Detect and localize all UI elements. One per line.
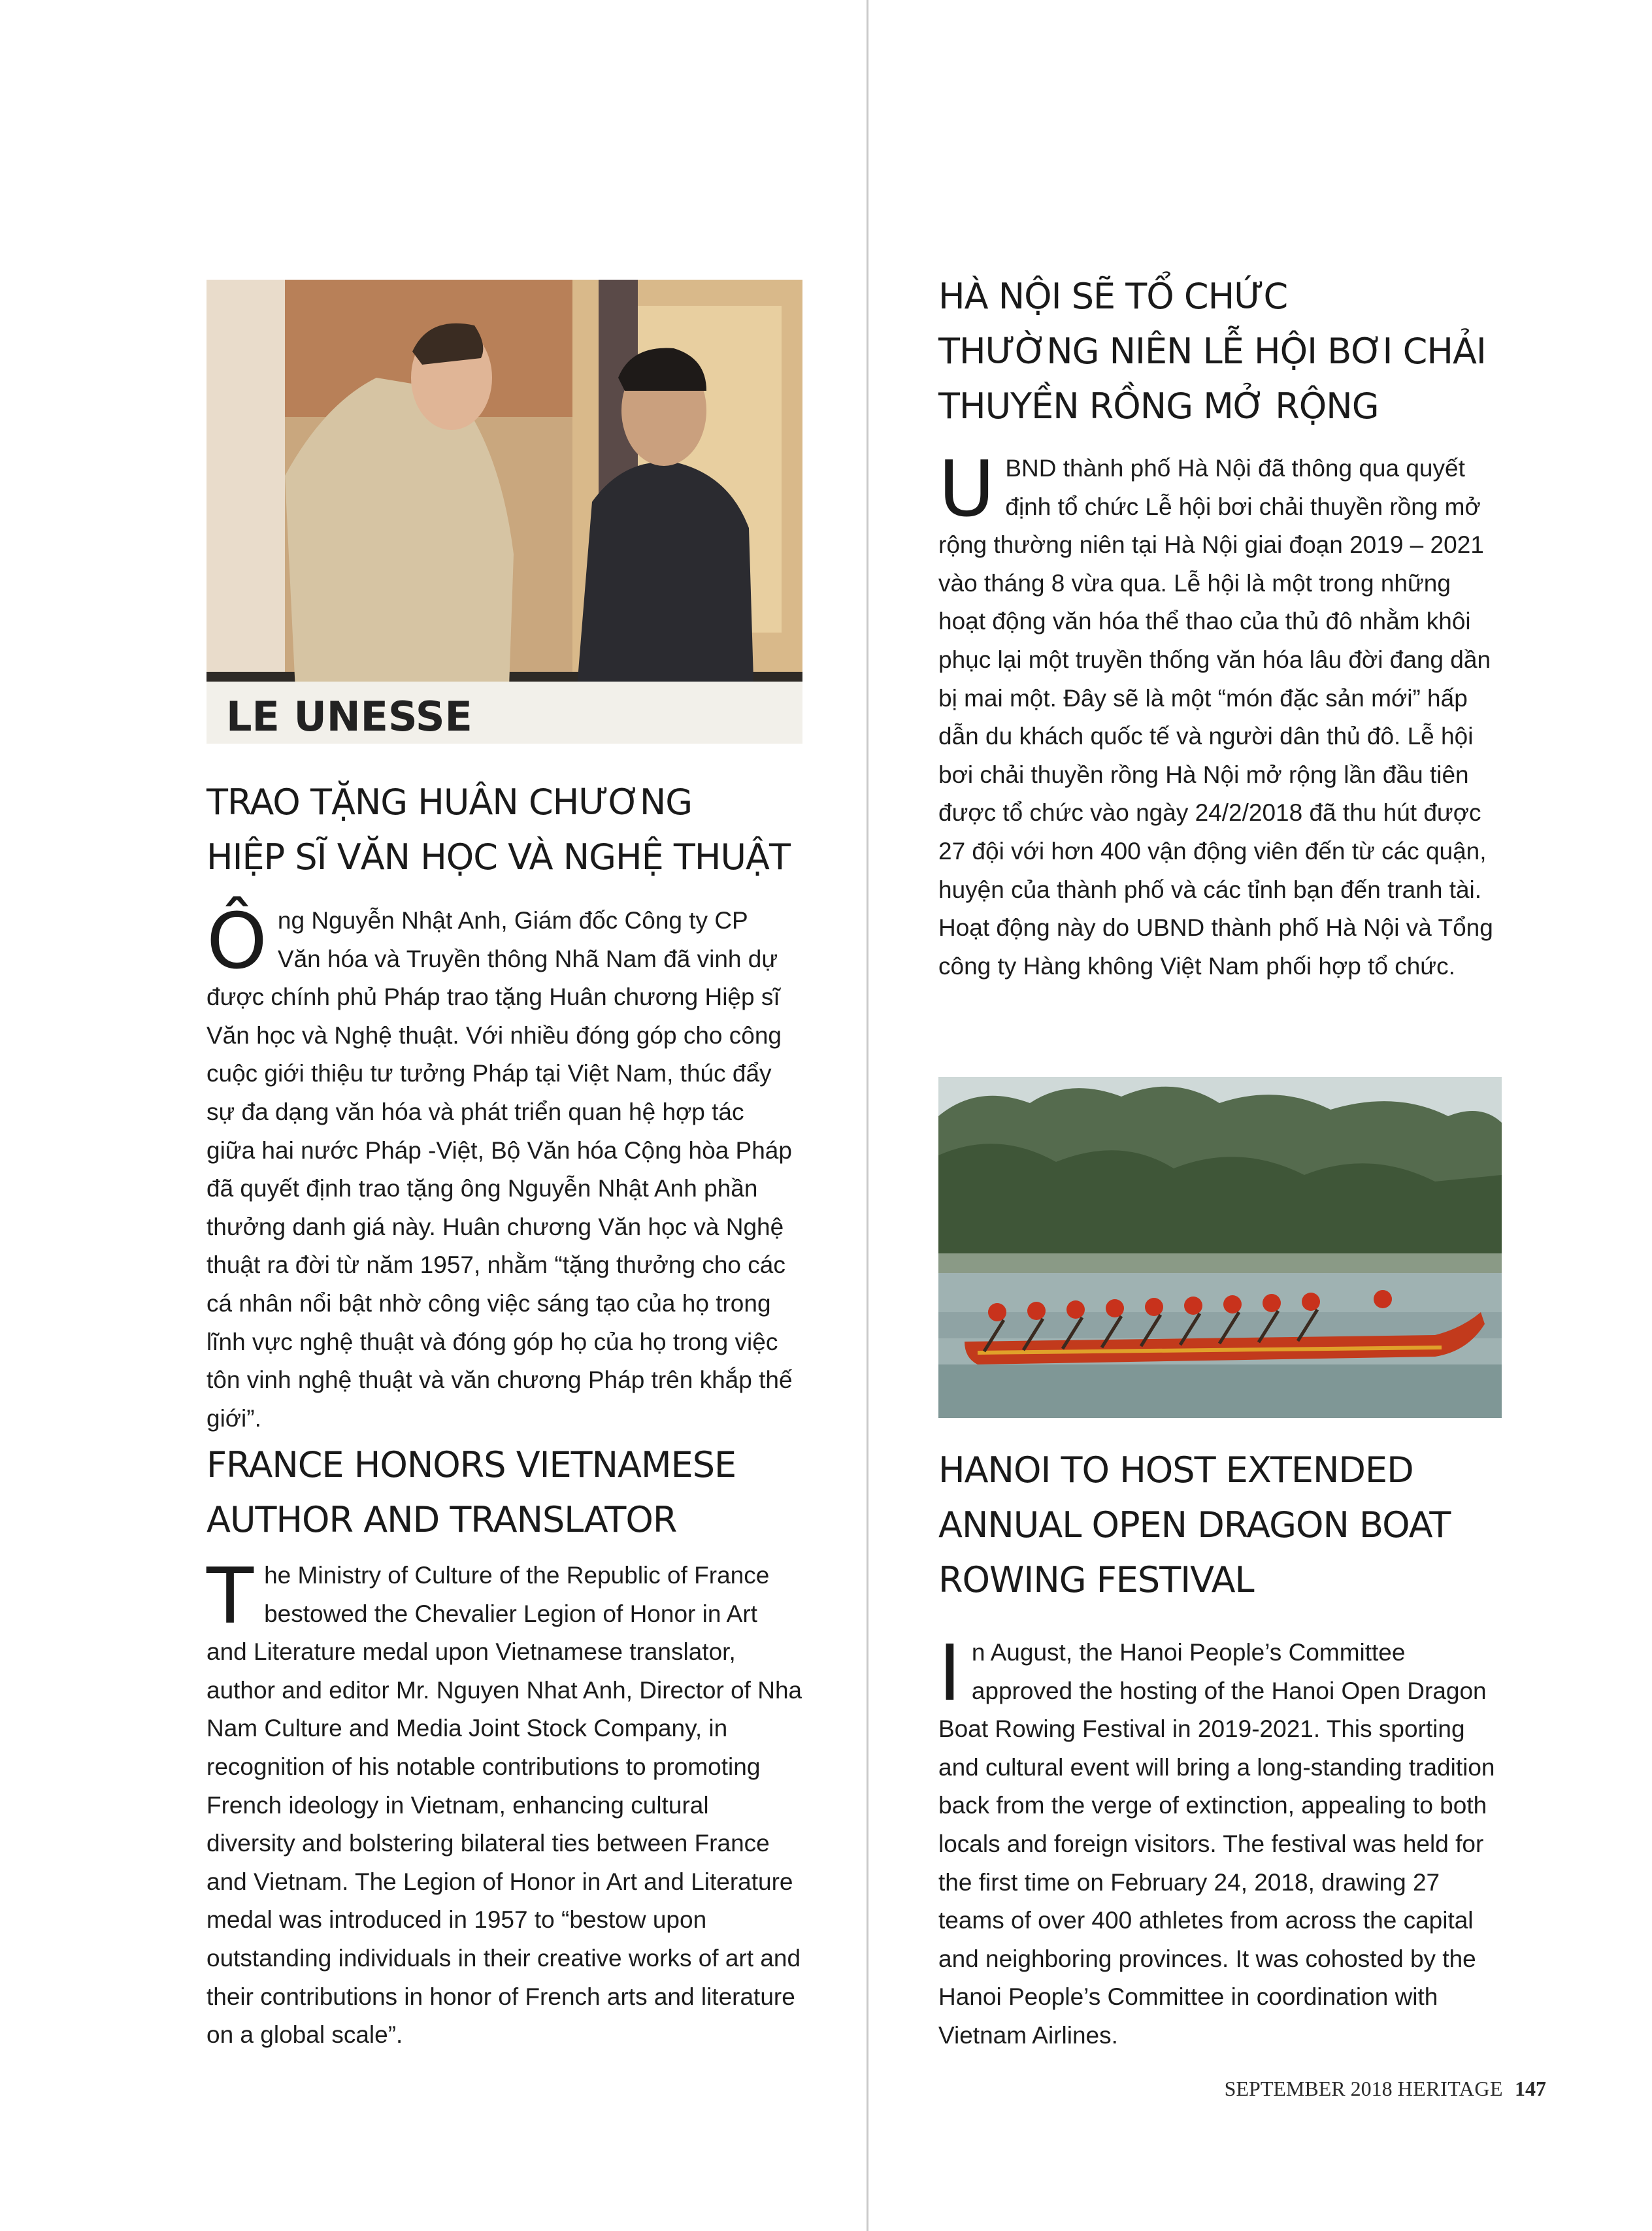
footer-year: 2018: [1350, 2077, 1393, 2100]
footer-month: SEPTEMBER: [1224, 2077, 1346, 2100]
vn-body-text: ng Nguyễn Nhật Anh, Giám đốc Công ty CP Văn hóa và Truyền thông Nhã Nam đã vinh dự được chính phủ Pháp trao tặng Huân chương Hiệp sĩ Văn học và Nghệ thuật. Với nhiều đóng góp cho công cuộc giới thiệu tư tưởng Pháp tại Việt Nam, thúc đẩy sự đa dạng văn hóa và phát triển quan hệ hợp tác giữa hai nước Pháp -Việt, Bộ Văn hóa Cộng hòa Pháp đã quyết định trao tặng ông Nguyễn Nhật Anh phần thưởng danh giá này. Huân chương Văn học và Nghệ thuật ra đời từ năm 1957, nhằm “tặng thưởng cho các cá nhân nổi bật nhờ công việc sáng tạo của họ trong lĩnh vực nghệ thuật và đóng góp họ của họ trong việc tôn vinh nghệ thuật và văn chương Pháp trên khắp thế giới”.: [206, 907, 793, 1432]
en-article-body: [938, 1628, 1502, 2055]
dragon-boat-photo: [938, 1077, 1502, 1418]
vn-article-title: [206, 775, 834, 885]
vn-article-title: [938, 269, 1566, 434]
drop-cap: I: [938, 1628, 961, 1718]
page-number: 147: [1515, 2077, 1546, 2100]
vn-title-line: THƯỜNG NIÊN LỄ HỘI BƠI CHẢI: [938, 331, 1486, 372]
en-title-line: ROWING FESTIVAL: [938, 1559, 1254, 1600]
footer-magazine-name: HERITAGE: [1397, 2077, 1503, 2100]
en-title-line: AUTHOR AND TRANSLATOR: [206, 1499, 677, 1540]
en-article-title: [206, 1438, 834, 1547]
vn-article-body: [938, 444, 1502, 985]
en-article-title: [938, 1443, 1566, 1608]
vn-title-line: HIỆP SĨ VĂN HỌC VÀ NGHỆ THUẬT: [206, 836, 790, 878]
page-footer: [1225, 2077, 1546, 2101]
page-gutter-divider: [867, 0, 868, 2231]
medal-ceremony-photo: [206, 280, 802, 744]
drop-cap: T: [206, 1551, 254, 1641]
en-body-text: n August, the Hanoi People’s Committee approved the hosting of the Hanoi Open Dragon Boat Rowing Festival in 2019-2021. This sporting and cultural event will bring a long-standing tradition back from the verge of extinction, appealing to both locals and foreign visitors. The festival was held for the first time on February 24, 2018, drawing 27 teams of over 400 athletes from across the capital and neighboring provinces. It was cohosted by the Hanoi People’s Committee in coordination with Vietnam Airlines.: [938, 1639, 1495, 2049]
en-title-line: ANNUAL OPEN DRAGON BOAT: [938, 1504, 1451, 1545]
en-body-text: he Ministry of Culture of the Republic of France bestowed the Chevalier Legion of Honor in Art and Literature medal upon Vietnamese translator, author and editor Mr. Nguyen Nhat Anh, Director of Nha Nam Culture and Media Joint Stock Company, in recognition of his notable contributions to promoting French ideology in Vietnam, enhancing cultural diversity and bolstering bilateral ties between France and Vietnam. The Legion of Honor in Art and Literature medal was introduced in 1957 to “bestow upon outstanding individuals in their creative works of art and their contributions in honor of French arts and literature on a global scale”.: [206, 1562, 802, 2049]
vn-article-body: [206, 896, 795, 1438]
vn-body-text: BND thành phố Hà Nội đã thông qua quyết định tổ chức Lễ hội bơi chải thuyền rồng mở rộng thường niên tại Hà Nội giai đoạn 2019 – 2021 vào tháng 8 vừa qua. Lễ hội là một trong những hoạt động văn hóa thể thao của thủ đô nhằm khôi phục lại một truyền thống văn hóa lâu đời đang dần bị mai một. Đây sẽ là một “món đặc sản mới” hấp dẫn du khách quốc tế và người dân thủ đô. Lễ hội bơi chải thuyền rồng Hà Nội mở rộng lần đầu tiên được tổ chức vào ngày 24/2/2018 đã thu hút được 27 đội với hơn 400 vận động viên đến từ các quận, huyện của thành phố và các tỉnh bạn đến tranh tài. Hoạt động này do UBND thành phố Hà Nội và Tổng công ty Hàng không Việt Nam phối hợp tổ chức.: [938, 455, 1493, 980]
drop-cap: U: [938, 444, 995, 534]
en-title-line: HANOI TO HOST EXTENDED: [938, 1449, 1413, 1491]
photo-sign-text: LE UNESSE: [226, 693, 472, 740]
vn-title-line: HÀ NỘI SẼ TỔ CHỨC: [938, 276, 1288, 317]
drop-cap: Ô: [206, 896, 267, 986]
en-title-line: FRANCE HONORS VIETNAMESE: [206, 1444, 736, 1485]
vn-title-line: THUYỀN RỒNG MỞ RỘNG: [938, 386, 1379, 427]
vn-title-line: TRAO TẶNG HUÂN CHƯƠNG: [206, 782, 693, 823]
en-article-body: [206, 1551, 802, 2055]
